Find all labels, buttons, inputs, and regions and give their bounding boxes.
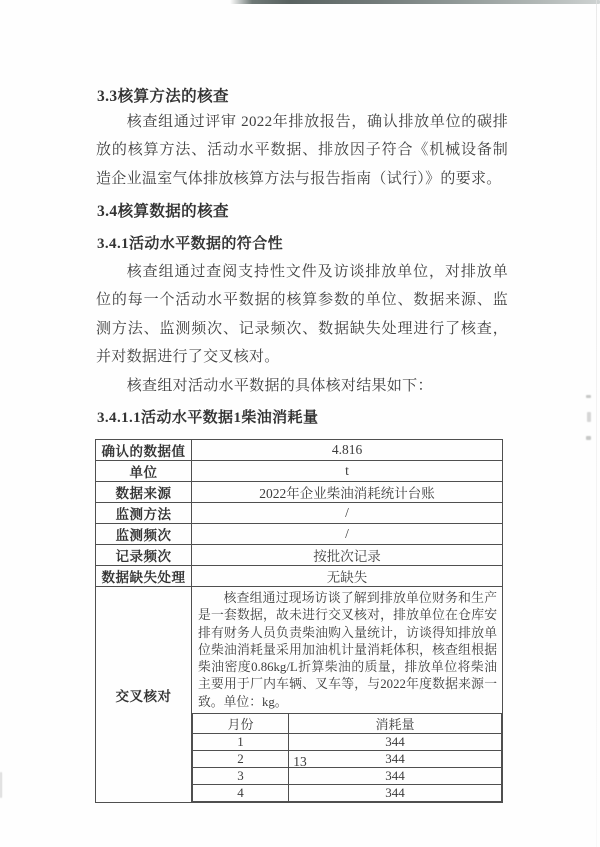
month-cell: 2 [193,751,289,768]
consumption-cell: 344 [289,751,502,768]
row-value: 无缺失 [192,566,503,587]
section-3-3-heading: 3.3核算方法的核查 [97,88,229,105]
row-label: 监测方法 [96,503,192,524]
section-3-4-heading: 3.4核算数据的核查 [97,203,229,220]
row-label: 数据缺失处理 [96,566,192,587]
row-value: 2022年企业柴油消耗统计台账 [192,482,503,503]
month-cell: 4 [193,785,289,802]
scan-artifact [586,436,591,440]
activity-data-verification-table [95,439,503,803]
section-3-4-1-heading: 3.4.1活动水平数据的符合性 [97,236,284,252]
section-3-4-1-paragraph: 核查组通过查阅支持性文件及访谈排放单位，对排放单位的每一个活动水平数据的核算参数的单位、数据来源、监测方法、监测频次、记录频次、数据缺失处理进行了核查，并对数据进行了交叉核对。 [96,264,508,365]
cross-check-label: 交叉核对 [96,587,192,803]
cross-check-cell [192,587,503,803]
month-cell: 3 [193,768,289,785]
table-row-monitoring-method [96,503,503,524]
monthly-row [193,734,502,751]
table-row-data-source [96,482,503,503]
cross-check-text: 核查组通过现场访谈了解到排放单位财务和生产是一套数据，故未进行交叉核对，排放单位在仓库安排有财务人员负责柴油购入量统计，访谈得知排放单位柴油消耗量采用加油机计量消耗体积，核查组根据柴油密度0.86kg/L折算柴油的质量，排放单位将柴油主要用于厂内车辆、叉车等，与2022年度数据来源一致。单位：kg。 [198,591,497,709]
cross-check-intro-line: 核查组对活动水平数据的具体核对结果如下： [126,378,433,394]
row-label: 单位 [96,461,192,482]
monthly-row [193,785,502,802]
page-number: 13 [293,754,307,769]
row-value: / [192,503,503,524]
table-row-record-frequency [96,545,503,566]
consumption-cell: 344 [289,768,502,785]
row-value: / [192,524,503,545]
scan-artifact [586,395,591,398]
scan-artifact [0,772,2,798]
section-3-4-1-1-heading: 3.4.1.1活动水平数据1柴油消耗量 [97,410,319,426]
page-right-edge-line [596,0,597,847]
table-row-monitoring-frequency [96,524,503,545]
row-label: 监测频次 [96,524,192,545]
row-label: 数据来源 [96,482,192,503]
consumption-cell: 344 [289,785,502,802]
month-column-header: 月份 [193,714,289,734]
row-label: 确认的数据值 [96,440,192,461]
scan-artifact [587,412,591,422]
table-row-missing-data [96,566,503,587]
month-cell: 1 [193,734,289,751]
section-3-3-paragraph: 核查组通过评审 2022年排放报告，确认排放单位的碳排放的核算方法、活动水平数据、排放因子符合《机械设备制造企业温室气体排放核算方法与报告指南（试行）》的要求。 [96,114,508,187]
monthly-row [193,768,502,785]
row-label: 记录频次 [96,545,192,566]
row-value: 4.816 [192,440,503,461]
table-row-confirmed-value [96,440,503,461]
table-row-unit [96,461,503,482]
row-value: t [192,461,503,482]
scan-top-edge-artifact [230,0,600,4]
consumption-cell: 344 [289,734,502,751]
row-value: 按批次记录 [192,545,503,566]
consumption-column-header: 消耗量 [289,714,502,734]
monthly-header-row [193,714,502,734]
table-row-cross-check [96,587,503,803]
